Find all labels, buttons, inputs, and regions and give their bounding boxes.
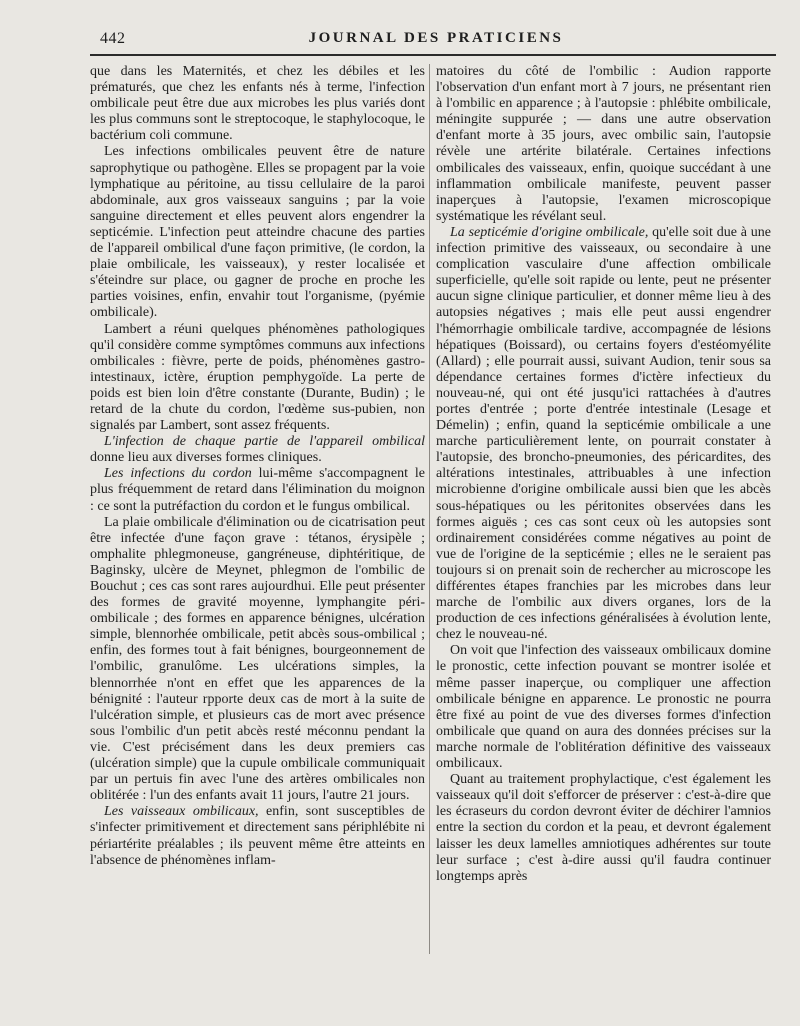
paragraph-text: enfin, sont susceptibles de s'infecter primitivement et directement sans périphlébite ni périartérite préalables ; ils peuvent même être atteints en l'absence de phénomènes inflam- [90, 804, 425, 868]
paragraph: Lambert a réuni quelques phénomènes pathologiques qu'il considère comme symptômes communs aux infections ombilicales : fièvre, perte de poids, phénomènes gastro-intestinaux, ictère, éruption pemphygoïde. La perte de poids est bien loin d'être constante (Durante, Budin) ; le retard de la chute du cordon, l'œdème sus-pubien, non signalés par Lambert, sont assez fréquents. [90, 321, 425, 434]
paragraph: On voit que l'infection des vaisseaux ombilicaux domine le pronostic, cette infection pouvant se montrer isolée et même passer inaperçue, ou compliquer une affection ombilicale bénigne en apparence. Le pronostic ne pourra être fixé au point de vue des diverses formes d'infection ombilicale que quand on aura des données précises sur la marche normale de l'oblitération définitive des vaisseaux ombilicaux. [436, 643, 771, 772]
page-number: 442 [100, 30, 126, 47]
paragraph: que dans les Maternités, et chez les débiles et les prématurés, que chez les enfants nés à terme, l'infection ombilicale peut être due aux microbes les plus variés dont les plus communs sont le streptocoque, le staphylocoque, le bactérium coli commune. [90, 64, 425, 144]
paragraph-text: qu'elle soit due à une infection primitive des vaisseaux, ou secondaire à une complication vasculaire d'une affection ombilicale superficielle, qu'elle soit rapide ou lente, peut ne présenter aucun signe clinique particulier, et donner même lieu à des autopsies négatives ; mais elle peut aussi engendrer l'hémorrhagie ombilicale tardive, accompagnée de lésions hépatiques (Boissard), ou certains foyers d'estéomyélite (Allard) ; elle pourrait aussi, suivant Audion, tenir sous sa dépendance certaines formes d'ictère infectieux du nouveau-né, qui ont été jusqu'ici rattachées à d'autres portes d'entrée ; porte d'entrée intestinale (Lesage et Démelin) ; enfin, quand la septicémie ombilicale a une marche particulièrement lente, on pourrait constater à l'autopsie, des broncho-pneumonies, des péricardites, des altérations intestinales, attribuables à une infection microbienne d'origine ombilicale aussi bien que les abcès sous-hépatiques ou les péritonites observées dans les formes aiguës ; ces cas sont ceux où les autopsies sont ordinairement considérées comme négatives au point de vue de l'origine de la septicémie ; elles ne le seraient pas toujours si on prenait soin de rechercher au microscope les différentes étapes franchies par les microbes dans leur marche de l'ombilic aux divers organes, lors de la production de ces infections généralisées à évolution lente, chez le nouveau-né. [436, 224, 771, 643]
paragraph-text: lui-même s'accompagnent le plus fréquemment de retard dans l'élimination du moignon : ce sont la putréfaction du cordon et le fungus ombilical. [90, 466, 425, 514]
paragraph [436, 225, 771, 643]
paragraph: Les infections ombilicales peuvent être de nature saprophytique ou pathogène. Elles se propagent par la voie lymphatique au péritoine, au tissu cellulaire de la paroi abdominale, aux gros vaisseaux sanguins ; par la voie sanguine directement et elles peuvent alors engendrer la septicémie. L'infection peut atteindre chacune des parties de l'appareil ombilical d'une façon primitive, (le cordon, la plaie ombilicale, les vaisseaux), y rester localisée et s'éteindre sur place, ou gagner de proche en proche les parties voisines, enfin, envahir tout l'organisme, (pyémie ombilicale). [90, 144, 425, 321]
page-header [100, 28, 772, 50]
left-column [90, 64, 425, 964]
italic-heading: Les infections du cordon [104, 466, 252, 482]
paragraph: matoires du côté de l'ombilic : Audion rapporte l'observation d'un enfant mort à 7 jours, ne présentant rien à l'ombilic en apparence ; à l'autopsie : phlébite ombilicale, méningite suppurée ; — dans une autre observation d'enfant morte à 35 jours, avec ombilic sain, l'autopsie révèle une artérite bilatérale. Certaines infections ombilicales des vaisseaux, enfin, quoique succédant à une inflammation ombilicale manifeste, peuvent passer inaperçues à l'autopsie, l'examen microscopique systématique les révélant seul. [436, 64, 771, 224]
italic-heading: La septicémie d'origine ombilicale, [450, 224, 649, 240]
paragraph [90, 466, 425, 514]
paragraph [90, 434, 425, 466]
running-title: JOURNAL DES PRATICIENS [308, 30, 564, 46]
paragraph: Quant au traitement prophylactique, c'est également les vaisseaux qu'il doit s'efforcer de préserver : c'est-à-dire que les écraseurs du cordon devront éviter de déchirer l'amnios entre la section du cordon et la peau, et devront également laisser les deux lamelles amniotiques adhérentes sur toute leur surface ; c'est à-dire aussi qu'il faudra continuer longtemps après [436, 772, 771, 884]
header-rule [90, 54, 776, 56]
italic-heading: Les vaisseaux ombilicaux, [104, 804, 259, 820]
paragraph: La plaie ombilicale d'élimination ou de cicatrisation peut être infectée d'une façon grave : tétanos, érysipèle ; omphalite phlegmoneuse, gangréneuse, diphtéritique, de Baginsky, ulcère de Meynet, phlegmon de l'ombilic de Bouchut ; ces cas sont rares aujourdhui. Elle peut présenter des formes de gravité moyenne, lymphangite péri-ombilicale ; des formes en apparence bénignes, ulcération simple, blennorhée ombilicale, petit abcès sous-ombilical ; enfin, des formes tout à fait bénignes, bourgeonnement de l'ombilic, granulôme. Les ulcérations simples, la blennorrhée n'ont en effet que les apparences de la bénignité : l'auteur rpporte deux cas de mort à la suite de l'ulcération simple, et plusieurs cas de mort avec présence sous l'ombilic d'un petit abcès resté méconnu pendant la vie. C'est précisément dans les deux premiers cas (ulcération simple) que la cupule ombilicale communiquait par un pertuis fin avec l'une des artères ombilicales non oblitérée : l'un des enfants avait 11 jours, l'autre 21 jours. [90, 514, 425, 804]
italic-heading: L'infection de chaque partie de l'appareil ombilical [104, 434, 425, 450]
paragraph [90, 804, 425, 868]
column-divider [429, 64, 430, 954]
paragraph-text: donne lieu aux diverses formes cliniques. [90, 450, 322, 466]
right-column [436, 64, 771, 964]
